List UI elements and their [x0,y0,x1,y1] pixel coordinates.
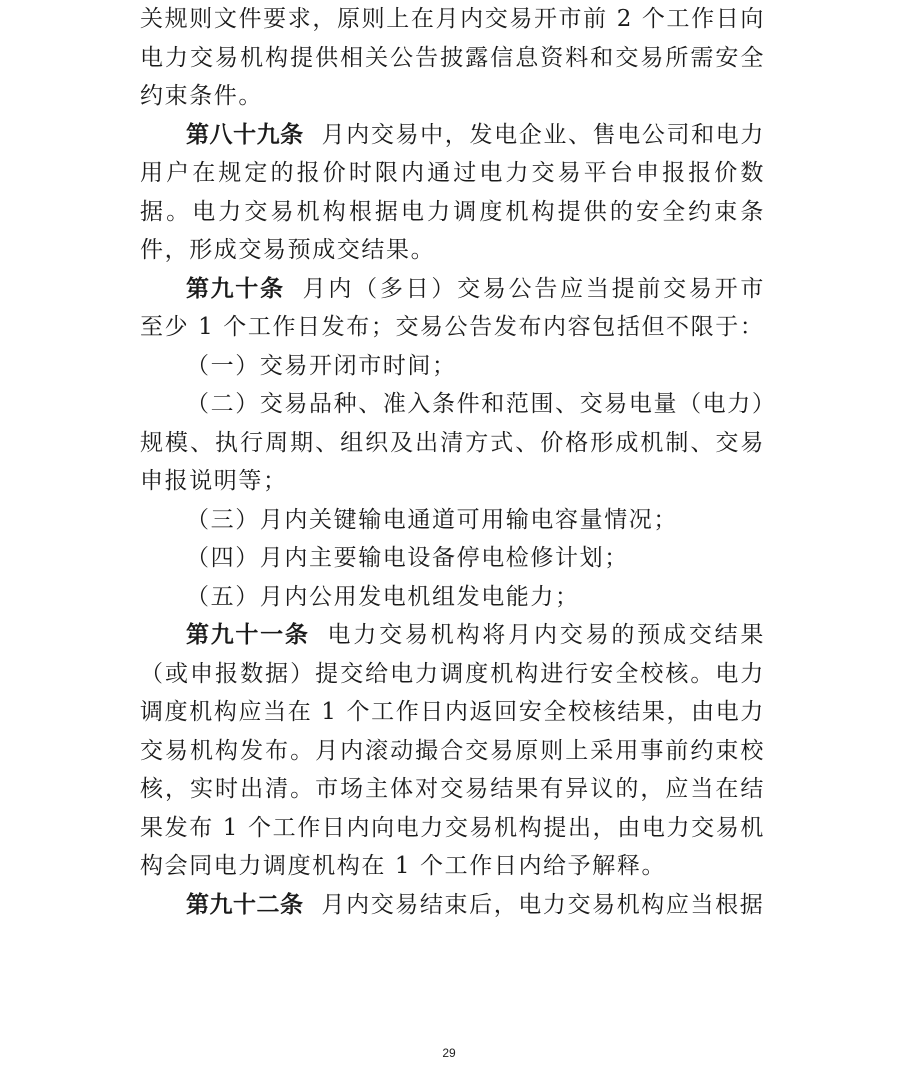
paragraph-text: 电力交易机构将月内交易的预成交结果（或申报数据）提交给电力调度机构进行安全校核。电力调度机构应当在 1 个工作日内返回安全校核结果，由电力交易机构发布。月内滚动撮合交易原则上采用事前约束校核，实时出清。市场主体对交易结果有异议的，应当在结果发布 1 个工作日内向电力交易机构提出，由电力交易机构会同电力调度机构在 1 个工作日内给予解释。 [140,622,766,879]
article-number: 第九十条 [186,275,285,302]
list-item-3 [140,501,765,540]
list-item-text: （一）交易开闭市时间； [186,352,457,379]
list-item-1 [140,347,765,386]
list-item-5 [140,578,765,617]
article-number: 第九十二条 [186,891,304,918]
paragraph-text: 月内交易结束后，电力交易机构应当根据 [321,891,765,918]
list-item-text: （五）月内公用发电机组发电能力； [186,583,580,610]
paragraph-text: 关规则文件要求，原则上在月内交易开市前 2 个工作日向电力交易机构提供相关公告披露信息资料和交易所需安全约束条件。 [140,6,765,109]
document-body [140,0,765,924]
list-item-text: （三）月内关键输电通道可用输电容量情况； [186,506,678,533]
article-90 [140,270,765,347]
paragraph-continuation [140,0,765,116]
article-number: 第九十一条 [186,622,310,648]
list-item-4 [140,539,765,578]
list-item-text: （四）月内主要输电设备停电检修计划； [186,545,629,571]
paragraph-text: 月内交易中，发电企业、售电公司和电力用户在规定的报价时限内通过电力交易平台申报报价数据。电力交易机构根据电力调度机构提供的安全约束条件，形成交易预成交结果。 [140,121,765,263]
paragraph-text: 月内（多日）交易公告应当提前交易开市至少 1 个工作日发布；交易公告发布内容包括但不限于： [140,275,765,340]
page-number: 29 [442,1046,456,1060]
article-89 [140,116,765,270]
article-number: 第八十九条 [186,121,304,148]
article-91 [140,616,765,886]
list-item-2 [140,385,765,501]
article-92 [140,886,765,925]
list-item-text: （二）交易品种、准入条件和范围、交易电量（电力）规模、执行周期、组织及出清方式、价格形成机制、交易申报说明等； [140,391,765,494]
